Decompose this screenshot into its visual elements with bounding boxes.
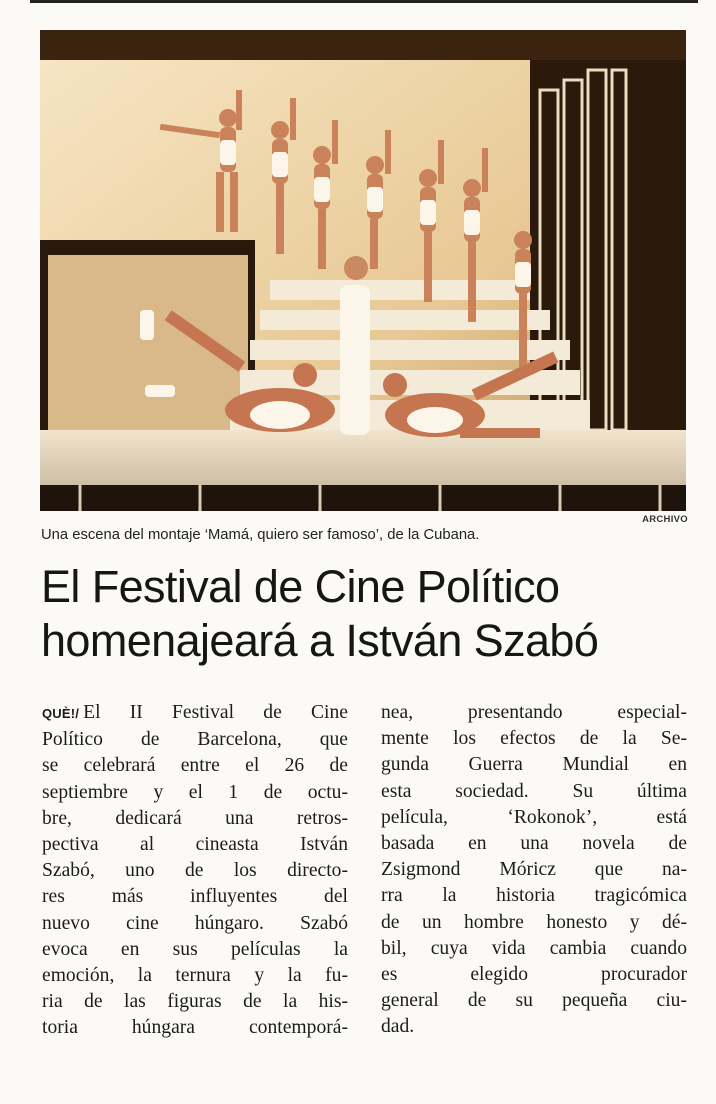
text-line: nuevo cine húngaro. Szabó <box>42 912 348 934</box>
stage-photo-illustration <box>40 30 686 511</box>
text-line: septiembre y el 1 de octu- <box>42 781 348 803</box>
text-line: QUÈ!/ El II Festival de Cine <box>42 702 348 723</box>
text-line: res más influyentes del <box>42 886 348 908</box>
text-line: general de su pequeña ciu- <box>381 990 687 1012</box>
text-line: bil, cuya vida cambia cuando <box>381 937 687 959</box>
text-line: esta sociedad. Su última <box>381 780 687 802</box>
top-rule <box>30 0 698 3</box>
text-line: dad. <box>381 1016 415 1038</box>
text-line: toria húngara contemporá- <box>42 1017 348 1039</box>
text-line: pectiva al cineasta István <box>42 834 348 856</box>
text-line: mente los efectos de la Se- <box>381 728 687 750</box>
text-line: basada en una novela de <box>381 833 687 855</box>
headline-line-1: El Festival de Cine Político <box>41 561 560 612</box>
text-line: Político de Barcelona, que <box>42 729 348 751</box>
text-line: evoca en sus películas la <box>42 938 348 960</box>
text-line: rra la historia tragicómica <box>381 885 687 907</box>
text-line: emoción, la ternura y la fu- <box>42 965 348 987</box>
text-line: película, ‘Rokonok’, está <box>381 806 687 828</box>
text-line: ria de las figuras de la his- <box>42 991 348 1013</box>
stage-photo <box>40 30 686 511</box>
text-line: gunda Guerra Mundial en <box>381 754 687 776</box>
text-line: nea, presentando especial- <box>381 702 687 723</box>
text-line: se celebrará entre el 26 de <box>42 755 348 777</box>
photo-credit: ARCHIVO <box>642 514 688 525</box>
article-headline <box>41 560 701 668</box>
text-line: bre, dedicará una retros- <box>42 807 348 829</box>
photo-caption: Una escena del montaje ‘Mamá, quiero ser famoso’, de la Cubana. <box>41 527 480 543</box>
text-line: es elegido procurador <box>381 964 687 986</box>
source-tag: QUÈ!/ <box>42 706 80 721</box>
text-line: Szabó, uno de los directo- <box>42 860 348 882</box>
article-column-left <box>42 700 348 1042</box>
headline-line-2: homenajeará a István Szabó <box>41 615 599 666</box>
article-column-right <box>381 700 687 1041</box>
text-line: de un hombre honesto y dé- <box>381 911 687 933</box>
text-line: Zsigmond Móricz que na- <box>381 859 687 881</box>
